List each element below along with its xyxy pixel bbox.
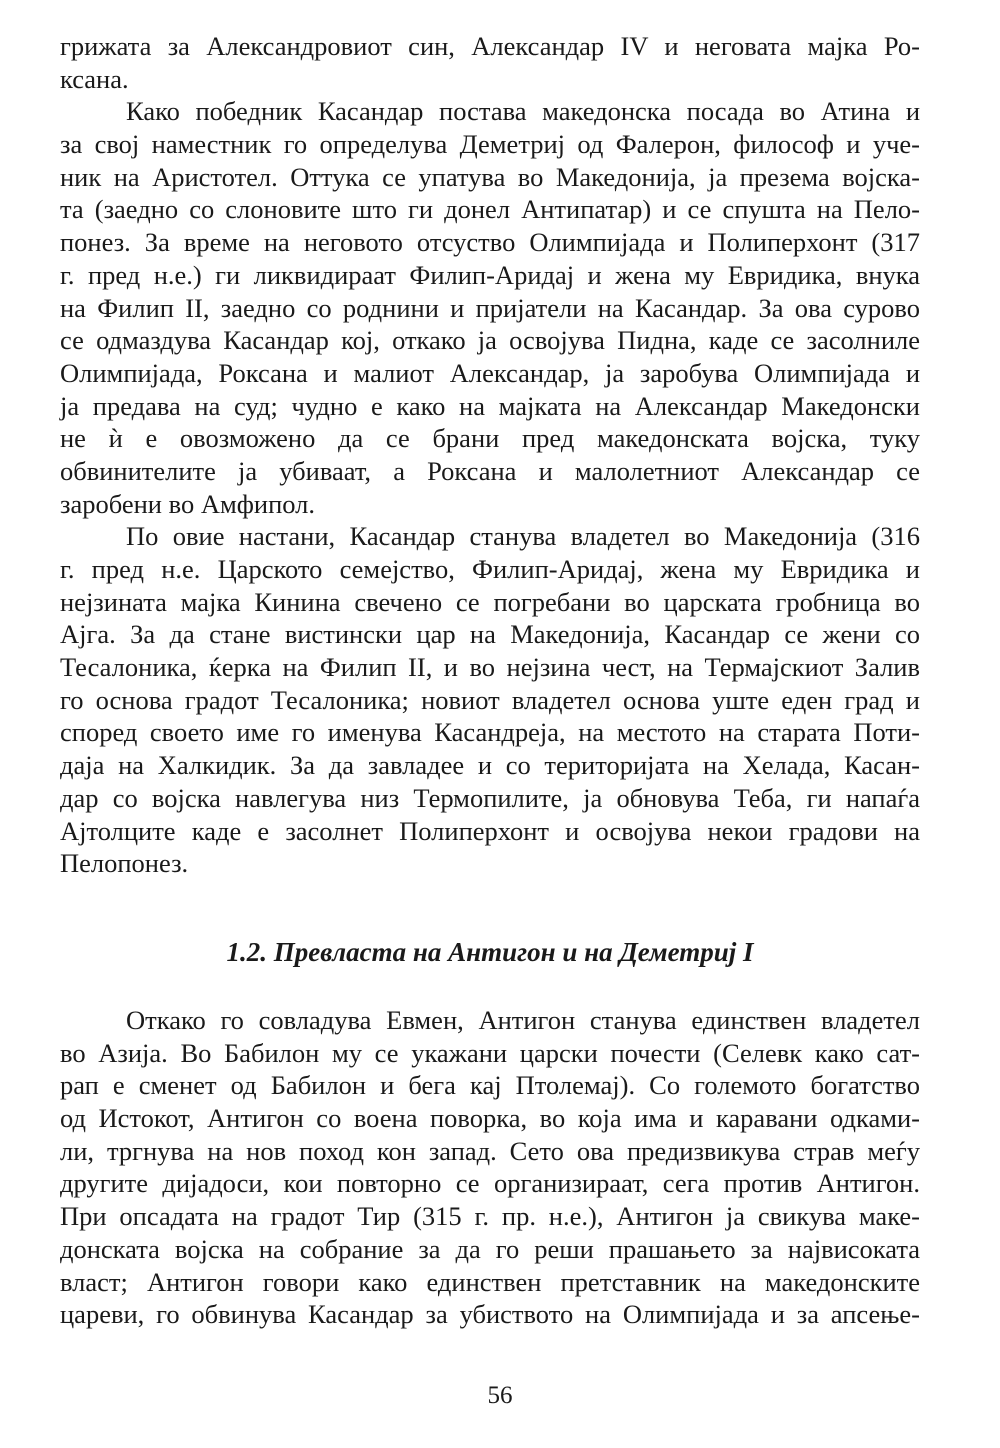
text-line: во Азија. Во Бабилон му се укажани царски почести (Селевк како сат- xyxy=(60,1037,920,1068)
text-line: донската војска на собрание за да го реши прашањето за највисоката xyxy=(60,1233,920,1264)
text-line: Откако го совладува Евмен, Антигон станува единствен владетел xyxy=(126,1005,920,1035)
text-line: цареви, го обвинува Касандар за убиството на Олимпијада и за апсење- xyxy=(60,1299,920,1330)
text-line: Олимпијада, Роксана и малиот Александар, ја заробува Олимпијада и xyxy=(60,357,920,388)
text-line: другите дијадоси, кои повторно се организираат, сега против Антигон. xyxy=(60,1168,920,1199)
text-line: Пелопонез. xyxy=(60,848,189,879)
text-line: дар со војска навлегува низ Термопилите, ја обновува Теба, ги напаѓа xyxy=(60,782,920,813)
text-line: на Филип II, заедно со роднини и пријатели на Касандар. За ова сурово xyxy=(60,292,920,323)
text-line: понез. За време на неговото отсуство Олимпијада и Полиперхонт (317 xyxy=(60,227,920,258)
text-line: Тесалоника, ќерка на Филип II, и во нејзина чест, на Термајскиот Залив xyxy=(60,652,920,683)
text-line: Ајтолците каде е засолнет Полиперхонт и освојува некои градови на xyxy=(60,815,920,846)
text-line: се одмаздува Касандар кој, откако ја освојува Пидна, каде се засолниле xyxy=(60,325,920,356)
text-line: рап е сменет од Бабилон и бега кај Птолемај). Со големото богатство xyxy=(60,1070,920,1101)
text-line: г. пред н.е. Царското семејство, Филип-Аридај, жена му Евридика и xyxy=(60,554,920,584)
text-line: не ѝ е овозможено да се брани пред македонската војска, туку xyxy=(60,423,920,454)
text-line: од Истокот, Антигон со воена поворка, во која има и каравани одками- xyxy=(60,1103,920,1134)
section2-body xyxy=(60,1004,920,1331)
page-number: 56 xyxy=(487,1382,513,1409)
text-line: даја на Халкидик. За да завладее и со територијата на Хелада, Касан- xyxy=(60,750,920,781)
text-line: ксана. xyxy=(60,63,129,94)
text-line: нејзината мајка Кинина свечено се погребани во царската гробница во xyxy=(60,586,920,617)
text-line: Како победник Касандар постава македонска посада во Атина и xyxy=(126,96,920,127)
text-line: грижата за Александровиот син, Александар IV и неговата мајка Ро- xyxy=(60,31,920,61)
text-line: Ајга. За да стане вистински цар на Македонија, Касандар се жени со xyxy=(60,619,920,650)
text-line: ја предава на суд; чудно е како на мајката на Александар Македонски xyxy=(60,390,920,421)
text-line: ник на Аристотел. Оттука се упатува во Македонија, ја презема војска- xyxy=(60,161,920,192)
text-line: При опсадата на градот Тир (315 г. пр. н.е.), Антигон ја свикува маке- xyxy=(60,1201,920,1232)
text-line: обвинителите ја убиваат, а Роксана и малолетниот Александар се xyxy=(60,455,920,486)
text-line: го основа градот Тесалоника; новиот владетел основа уште еден град и xyxy=(60,684,920,715)
text-line: власт; Антигон говори како единствен претставник на македонските xyxy=(60,1266,920,1297)
text-line: г. пред н.е.) ги ликвидираат Филип-Аридај и жена му Евридика, внука xyxy=(60,259,920,290)
section1-body xyxy=(60,30,920,880)
text-line: според своето име го именува Касандреја, на местото на старата Поти- xyxy=(60,717,920,748)
text-line: та (заедно со слоновите што ги донел Антипатар) и се спушта на Пело- xyxy=(60,194,920,225)
text-line: По овие настани, Касандар станува владетел во Македонија (316 xyxy=(126,521,920,552)
text-line: за свој наместник го определува Деметриј од Фалерон, философ и уче- xyxy=(60,129,920,160)
section-heading: 1.2. Превласта на Антигон и на Деметриј I xyxy=(226,937,754,967)
text-line: ли, тргнува на нов поход кон запад. Сето ова предизвикува страв меѓу xyxy=(60,1135,920,1166)
text-line: заробени во Амфипол. xyxy=(60,488,316,519)
